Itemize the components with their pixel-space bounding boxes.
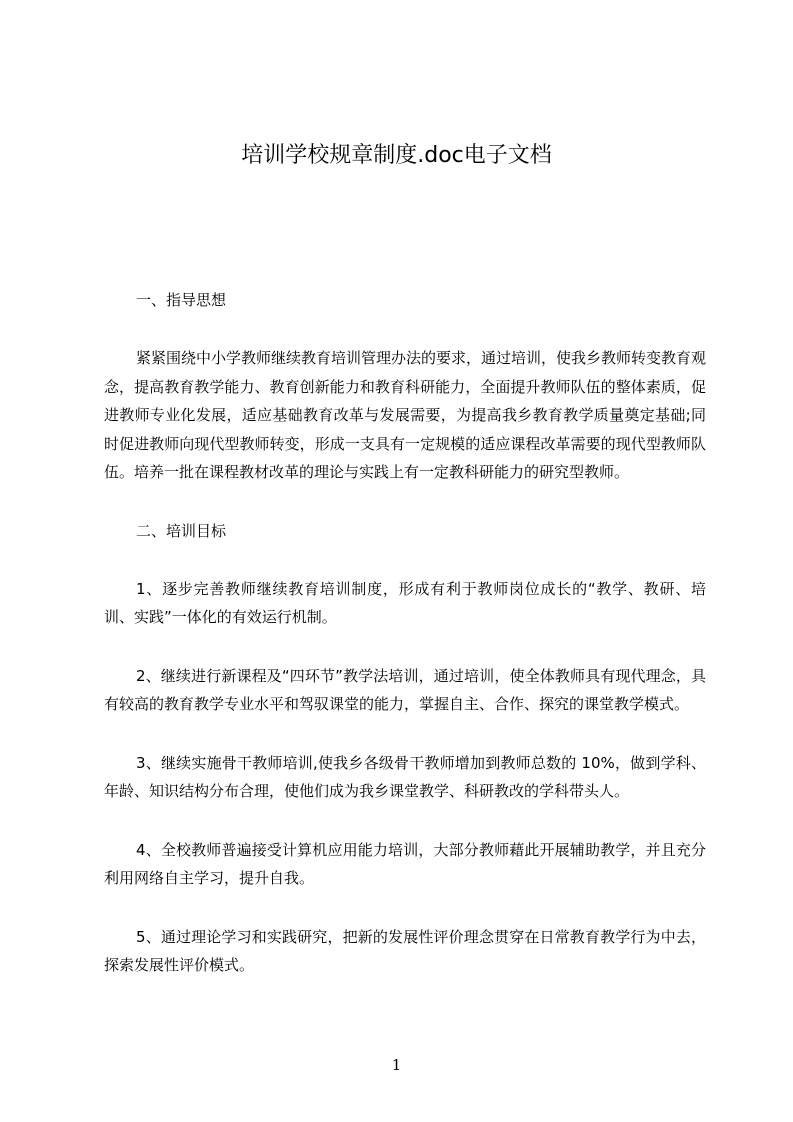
page-number: 1 [391,1056,402,1074]
paragraph-goal-4: 4、全校教师普遍接受计算机应用能力培训，大部分教师藉此开展辅助教学，并且充分利用网络自主学习，提升自我。 [104,840,706,887]
document-title: 培训学校规章制度.doc电子文档 [241,143,552,168]
paragraph-goal-3: 3、继续实施骨干教师培训,使我乡各级骨干教师增加到教师总数的 10%，做到学科、年龄、知识结构分布合理，使他们成为我乡课堂教学、科研教改的学科带头人。 [104,753,706,800]
section-heading-guiding-ideology: 一、指导思想 [136,291,227,309]
paragraph-goal-5: 5、通过理论学习和实践研究，把新的发展性评价理念贯穿在日常教育教学行为中去，探索发展性评价模式。 [104,927,706,974]
paragraph-goal-1: 1、逐步完善教师继续教育培训制度，形成有利于教师岗位成长的“教学、教研、培训、实践”一体化的有效运行机制。 [104,579,706,626]
paragraph-goal-2: 2、继续进行新课程及“四环节”教学法培训，通过培训，使全体教师具有现代理念，具有较高的教育教学专业水平和驾驭课堂的能力，掌握自主、合作、探究的课堂教学模式。 [104,666,706,713]
section-heading-training-goals: 二、培训目标 [136,521,227,540]
document-body [104,286,706,1010]
paragraph-guiding-ideology: 紧紧围绕中小学教师继续教育培训管理办法的要求，通过培训，使我乡教师转变教育观念，提高教育教学能力、教育创新能力和教育科研能力，全面提升教师队伍的整体素质，促进教师专业化发展，适应基础教育改革与发展需要，为提高我乡教育教学质量奠定基础;同时促进教师向现代型教师转变，形成一支具有一定规模的适应课程改革需要的现代型教师队伍。培养一批在课程教材改革的理论与实践上有一定教科研能力的研究型教师。 [104,349,707,481]
